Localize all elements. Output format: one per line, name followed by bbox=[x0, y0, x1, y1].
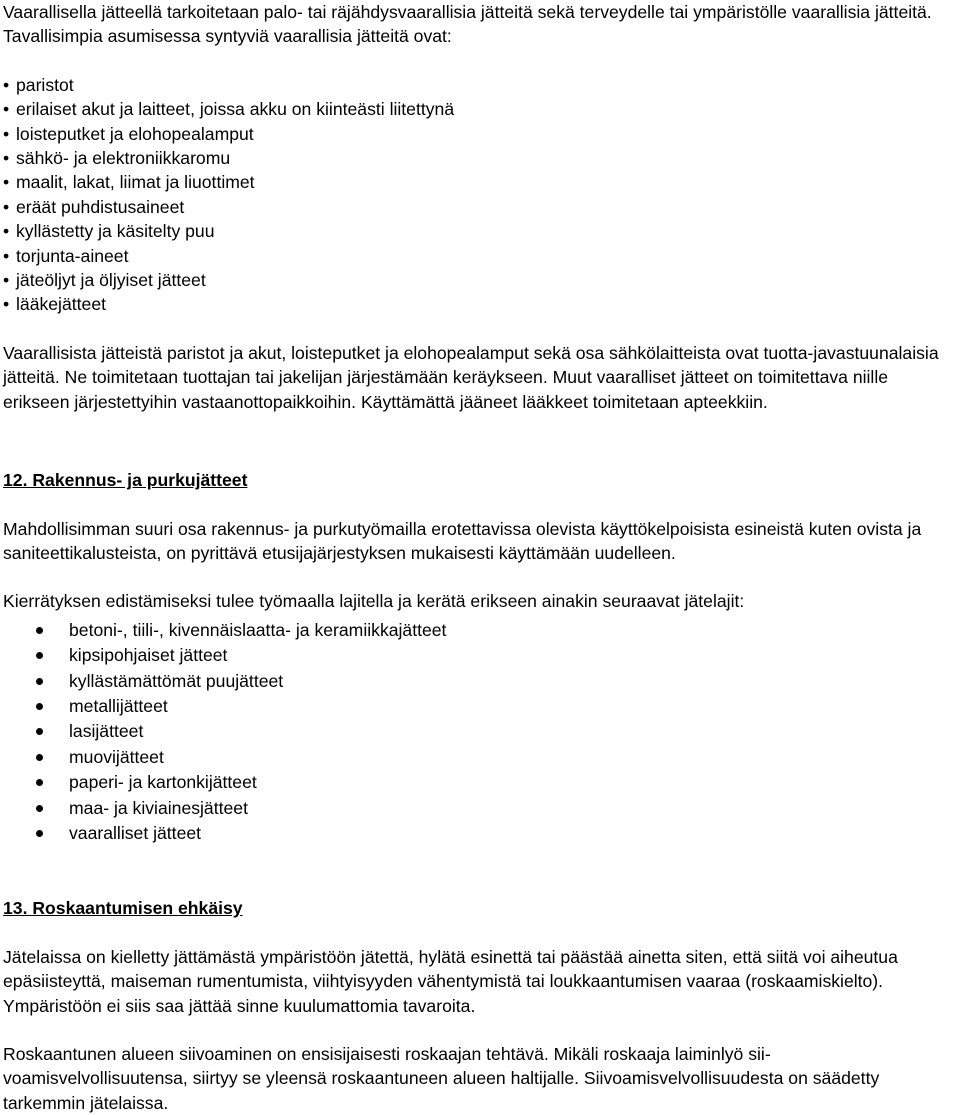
list-item: muovijätteet bbox=[3, 745, 955, 770]
list-item: metallijätteet bbox=[3, 694, 955, 719]
construction-waste-list bbox=[3, 618, 955, 847]
list-item: paperi- ja kartonkijätteet bbox=[3, 770, 955, 795]
list-item: • eräät puhdistusaineet bbox=[3, 195, 955, 219]
section-13-paragraph-2: Roskaantunen alueen siivoaminen on ensisijaisesti roskaajan tehtävä. Mikäli roskaaja laiminlyö sii-voamisvelvollisuutensa, siirtyy se yleensä roskaantuneen alueen haltijalle. Siivoamisvelvollisuudesta on säädetty tarkemmin jätelaissa. bbox=[3, 1044, 880, 1113]
section-12-paragraph-2: Kierrätyksen edistämiseksi tulee työmaalla lajitella ja kerätä erikseen ainakin seuraavat jätelajit: bbox=[3, 591, 745, 612]
section-13-heading: 13. Roskaantumisen ehkäisy bbox=[3, 898, 243, 919]
list-item: • sähkö- ja elektroniikkaromu bbox=[3, 146, 955, 170]
list-item: lasijätteet bbox=[3, 719, 955, 744]
list-item: kipsipohjaiset jätteet bbox=[3, 643, 955, 668]
document-page bbox=[3, 0, 955, 1115]
list-item: • jäteöljyt ja öljyiset jätteet bbox=[3, 268, 955, 292]
hazardous-waste-paragraph: Vaarallisista jätteistä paristot ja akut, loisteputket ja elohopealamput sekä osa sähkölaitteista ovat tuotta-javastuunalaisia jätteitä. Ne toimitetaan tuottajan tai jakelijan järjestämään keräykseen. Muut vaaralliset jätteet on toimitettava niille erikseen järjestettyihin vastaanottopaikkoihin. Käyttämättä jääneet lääkkeet toimitetaan apteekkiin. bbox=[3, 342, 939, 412]
hazardous-waste-list bbox=[3, 73, 955, 317]
section-13-paragraph-1: Jätelaissa on kielletty jättämästä ympäristöön jätettä, hylätä esinettä tai päästää ainetta siten, että siitä voi aiheutua epäsiisteyttä, maiseman rumentumista, viihtyisyyden vähentymistä tai loukkaantumisen vaaraa (roskaamiskielto). Ympäristöön ei siis saa jättää sinne kuulumattomia tavaroita. bbox=[3, 946, 898, 1016]
list-item: • lääkejätteet bbox=[3, 292, 955, 316]
section-12-paragraph-1: Mahdollisimman suuri osa rakennus- ja purkutyömailla erotettavissa olevista käyttökelpoisista esineistä kuten ovista ja saniteettikalusteista, on pyrittävä etusijajärjestyksen mukaisesti käyttämään uudelleen. bbox=[3, 518, 922, 563]
list-item: • paristot bbox=[3, 73, 955, 97]
list-item: • maalit, lakat, liimat ja liuottimet bbox=[3, 170, 955, 194]
section-12-heading: 12. Rakennus- ja purkujätteet bbox=[3, 470, 248, 491]
list-item: • torjunta-aineet bbox=[3, 244, 955, 268]
list-item: • erilaiset akut ja laitteet, joissa akku on kiinteästi liitettynä bbox=[3, 97, 955, 121]
list-item: betoni-, tiili-, kivennäislaatta- ja keramiikkajätteet bbox=[3, 618, 955, 643]
list-item: maa- ja kiviainesjätteet bbox=[3, 796, 955, 821]
list-item: kyllästämättömät puujätteet bbox=[3, 669, 955, 694]
intro-paragraph: Vaarallisella jätteellä tarkoitetaan palo- tai räjähdysvaarallisia jätteitä sekä terveydelle tai ympäristölle vaarallisia jätteitä. Tavallisimpia asumisessa syntyviä vaarallisia jätteitä ovat: bbox=[3, 2, 932, 47]
list-item: • kyllästetty ja käsitelty puu bbox=[3, 219, 955, 243]
list-item: • loisteputket ja elohopealamput bbox=[3, 122, 955, 146]
list-item: vaaralliset jätteet bbox=[3, 821, 955, 846]
